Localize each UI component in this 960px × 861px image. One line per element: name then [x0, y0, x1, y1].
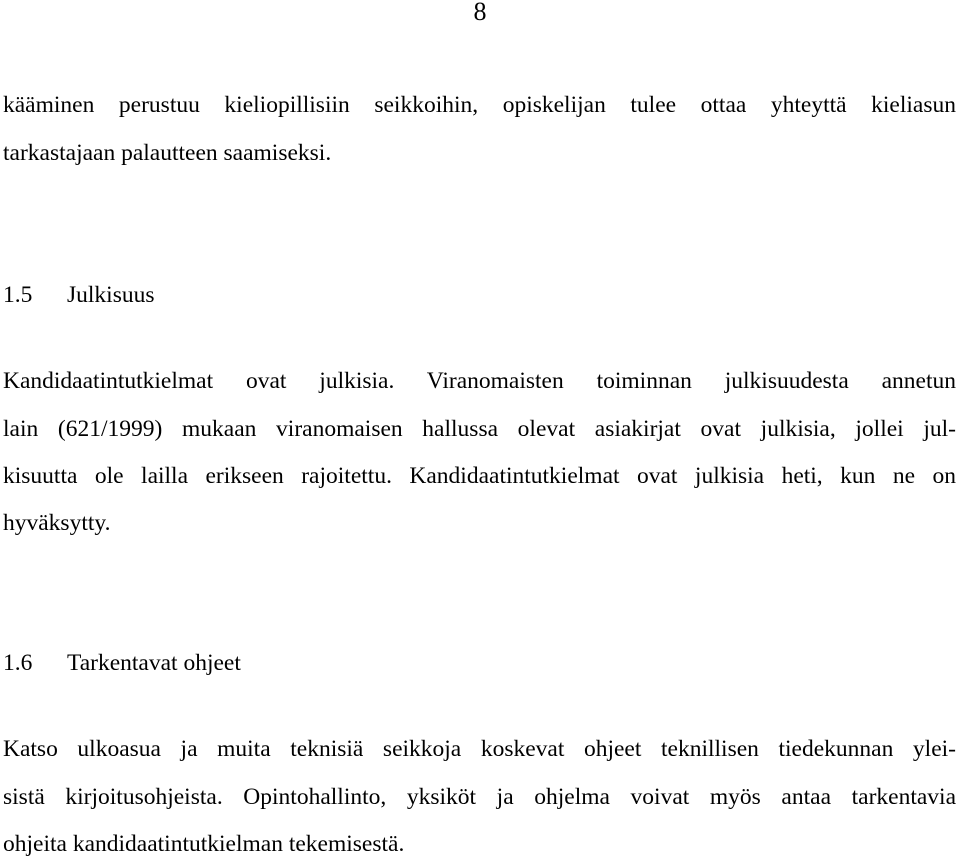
- paragraph-line: sistä kirjoitusohjeista. Opintohallinto, yksiköt ja ohjelma voivat myös antaa tarkentavia: [3, 784, 956, 810]
- section-title: Tarkentavat ohjeet: [67, 650, 241, 676]
- section-heading-1-6: [3, 648, 241, 678]
- paragraph-line: hyväksytty.: [3, 510, 111, 536]
- paragraph-line: kisuutta ole lailla erikseen rajoitettu. Kandidaatintutkielmat ovat julkisia heti, kun ne on: [3, 463, 956, 489]
- paragraph-line: ohjeita kandidaatintutkielman tekemisestä.: [3, 831, 405, 857]
- section-heading-1-5: [3, 280, 155, 310]
- section-number: 1.6: [3, 650, 33, 676]
- section-number: 1.5: [3, 282, 33, 308]
- paragraph-line: kääminen perustuu kieliopillisiin seikkoihin, opiskelijan tulee ottaa yhteyttä kieliasun: [3, 92, 956, 118]
- paragraph-line: Katso ulkoasua ja muita teknisiä seikkoja koskevat ohjeet teknillisen tiedekunnan ylei-: [3, 736, 956, 762]
- section-title: Julkisuus: [67, 282, 155, 308]
- paragraph-line: Kandidaatintutkielmat ovat julkisia. Viranomaisten toiminnan julkisuudesta annetun: [3, 368, 956, 394]
- page-number: 8: [473, 0, 487, 26]
- paragraph-line: lain (621/1999) mukaan viranomaisen hallussa olevat asiakirjat ovat julkisia, jollei jul-: [3, 416, 956, 442]
- paragraph-line: tarkastajaan palautteen saamiseksi.: [3, 140, 332, 166]
